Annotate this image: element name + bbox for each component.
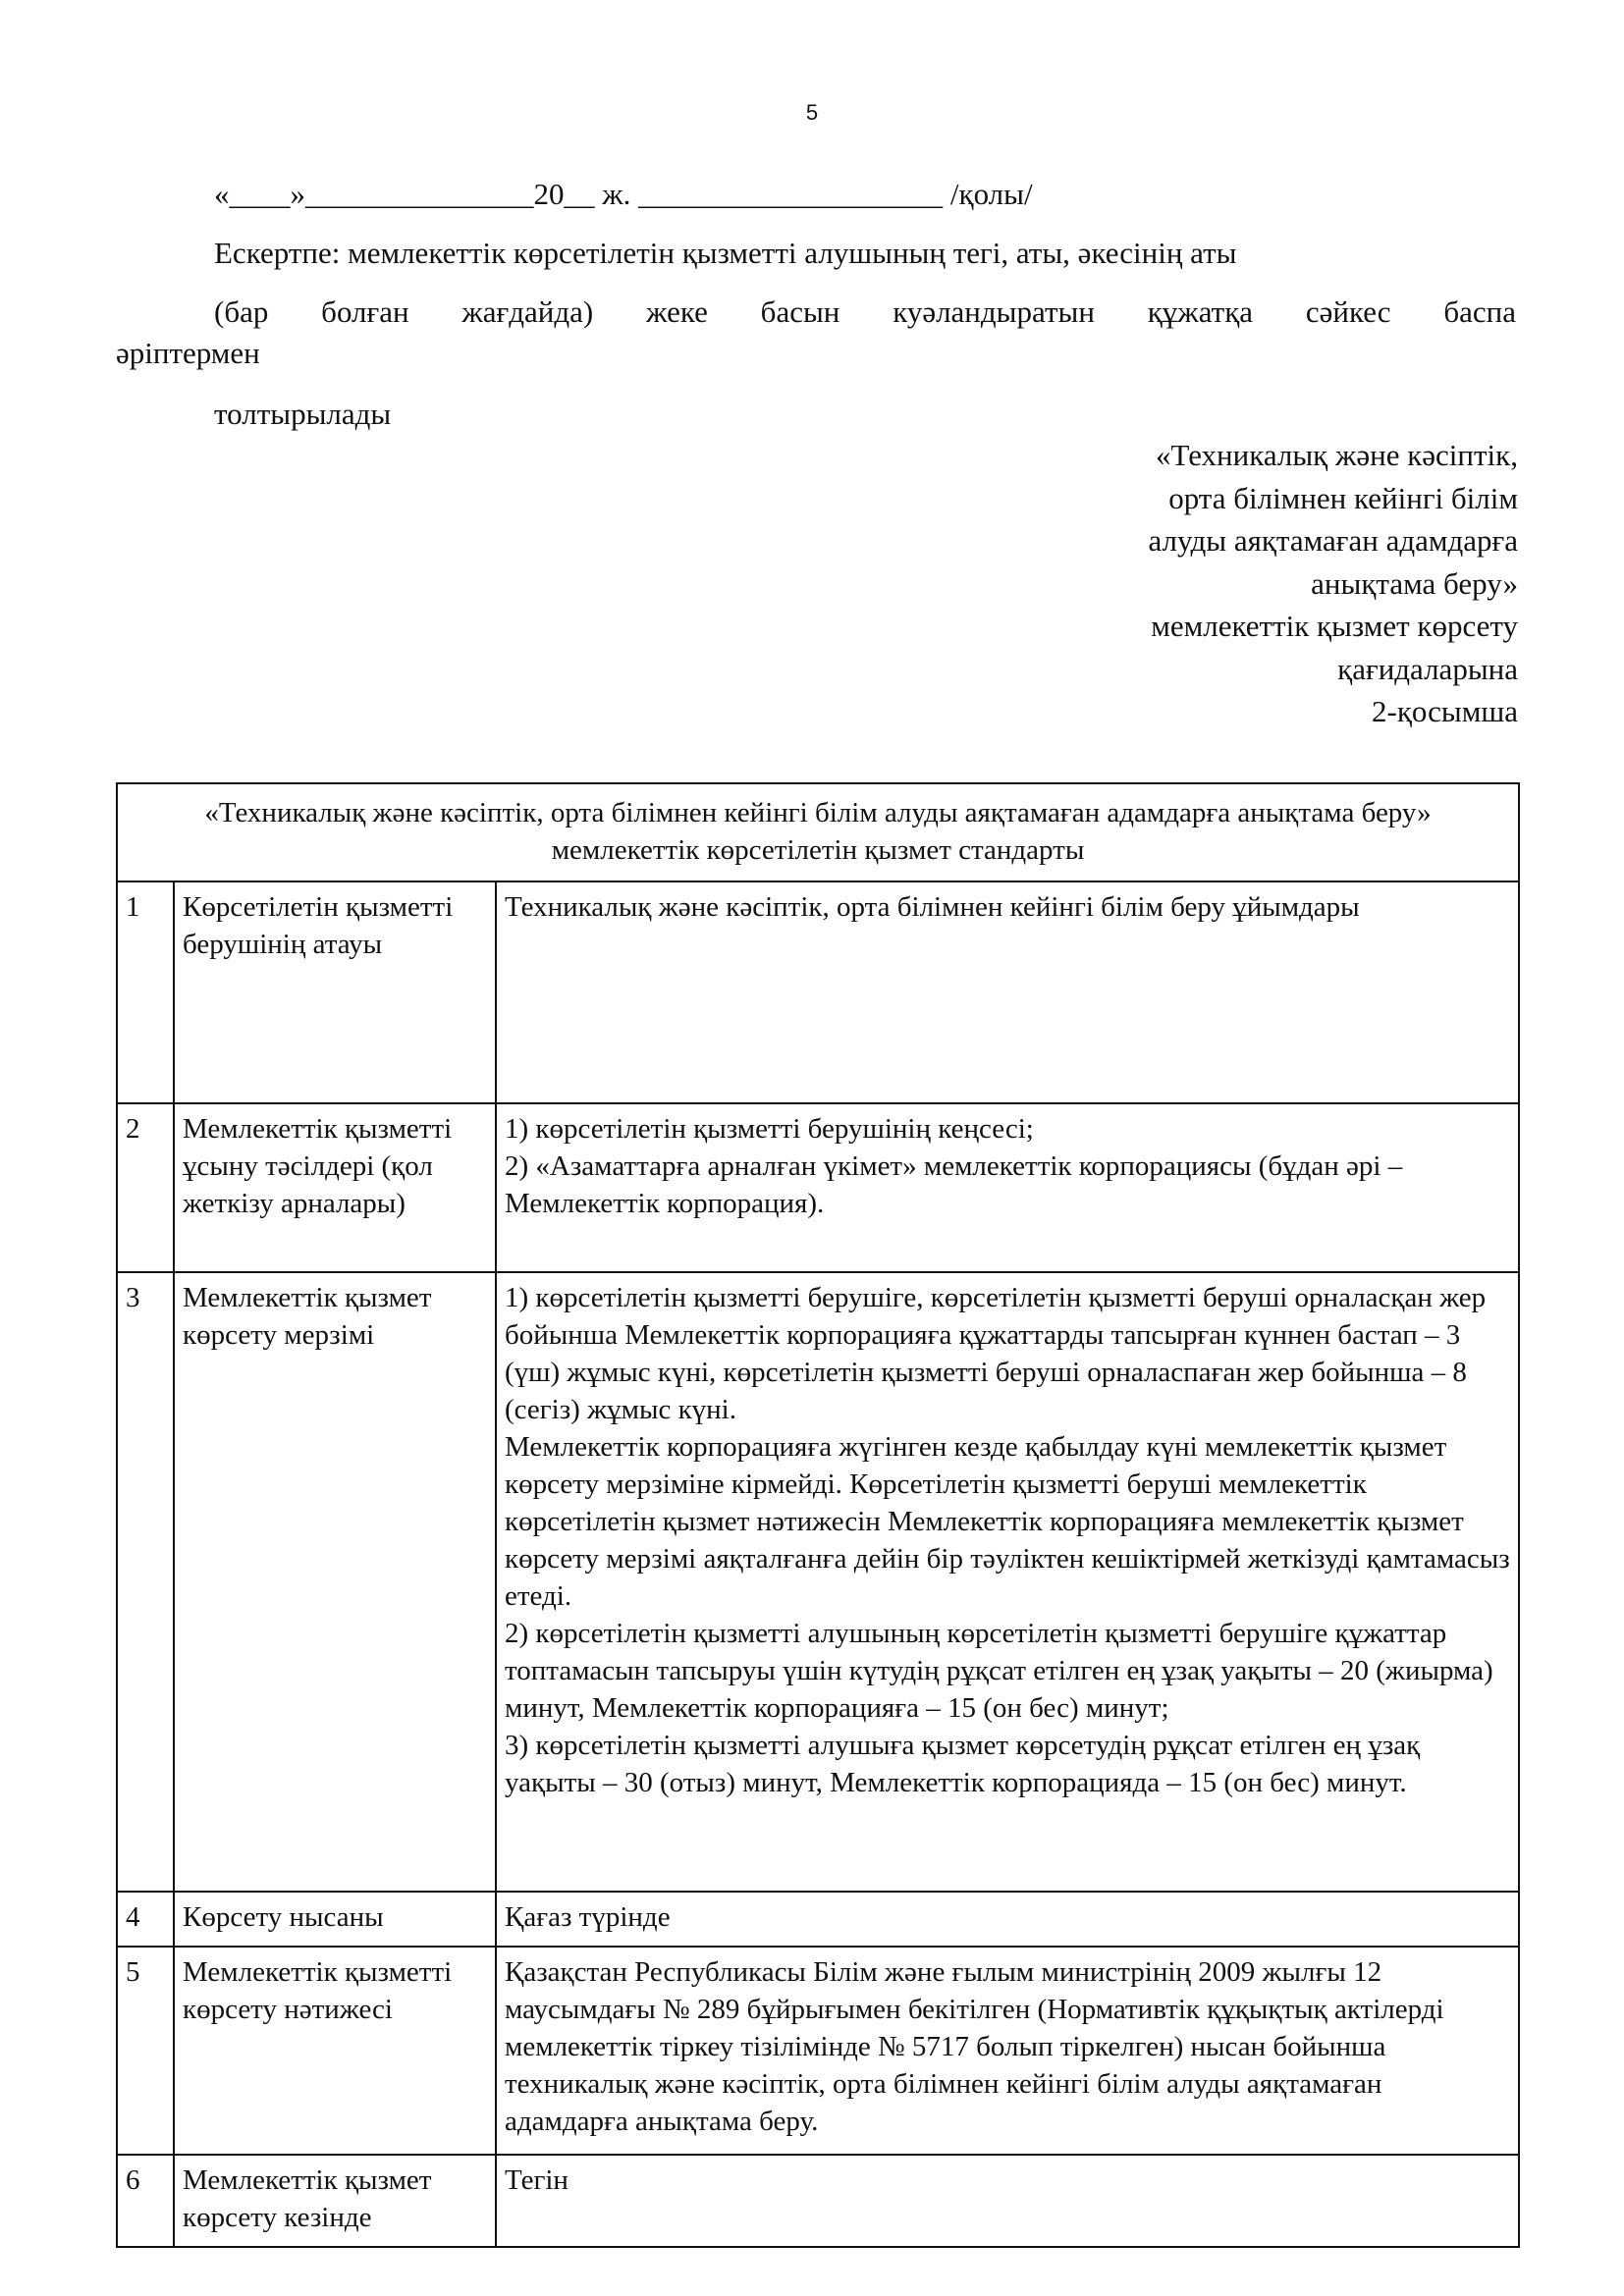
row-label: Мемлекеттік қызметті ұсыну тәсілдері (қол жеткізу арналары) — [174, 1103, 496, 1272]
row-label: Көрсету нысаны — [174, 1892, 496, 1947]
table-row — [117, 1947, 1519, 2155]
row-label: Көрсетілетін қызметті берушінің атауы — [174, 881, 496, 1103]
page-number: 5 — [805, 100, 819, 125]
appendix-line: анықтама беру» — [1311, 565, 1518, 601]
table-header-row — [117, 783, 1519, 881]
table-row — [117, 881, 1519, 1103]
row-value-paragraph: 2) көрсетілетін қызметті алушының көрсетілетін қызметті берушіге құжаттар топтамасын тапсыруы үшін күтудің рұқсат етілген ең ұзақ уақыты – 20 (жиырма) минут, Мемлекеттік корпорацияға – 15 (он бес) минут; — [505, 1618, 1493, 1724]
row-value-paragraph: 3) көрсетілетін қызметті алушыға қызмет көрсетудің рұқсат етілген ең ұзақ уақыты – 30 (отыз) минут, Мемлекеттік корпорацияда – 15 (он бес) минут. — [505, 1730, 1421, 1798]
row-number: 2 — [117, 1103, 174, 1272]
appendix-line: орта білімнен кейінгі білім — [1168, 480, 1518, 515]
row-number: 5 — [117, 1947, 174, 2155]
note-line-4: толтырылады — [214, 397, 392, 431]
note-line-2: (бар болған жағдайда) жеке басын куәландыратын құжатқа сәйкес баспа — [214, 294, 1516, 329]
table-row — [117, 1272, 1519, 1892]
note-line-1: Ескертпе: мемлекеттік көрсетілетін қызметті алушының тегі, аты, әкесінің аты — [214, 236, 1237, 270]
row-value-paragraph: Қағаз түрінде — [505, 1901, 671, 1933]
table-row — [117, 1892, 1519, 1947]
row-value-paragraph: Техникалық және кәсіптік, орта білімнен кейінгі білім беру ұйымдары — [505, 891, 1360, 923]
row-number: 6 — [117, 2155, 174, 2247]
row-value-paragraph: Мемлекеттік корпорацияға жүгінген кезде қабылдау күні мемлекеттік қызмет көрсету мерзіміне кірмейді. Көрсетілетін қызметті беруші мемлекеттік көрсетілетін қызмет нәтижесін Мемлекеттік корпорацияға мемлекеттік қызмет көрсету мерзімі аяқталғанға дейін бір тәуліктен кешіктірмей жеткізуді қамтамасыз етеді. — [505, 1431, 1510, 1612]
signature-line: «____»_______________20__ ж. ____________________ /қолы/ — [214, 177, 1033, 211]
appendix-line: 2-қосымша — [1372, 694, 1518, 728]
table-row — [117, 2155, 1519, 2247]
table-row — [117, 1103, 1519, 1272]
row-value — [496, 1892, 1519, 1947]
service-standard-table — [116, 782, 1520, 2248]
appendix-line: «Техникалық және кәсіптік, — [1155, 438, 1518, 472]
row-value — [496, 1272, 1519, 1892]
row-value — [496, 881, 1519, 1103]
row-value — [496, 2155, 1519, 2247]
table-title: «Техникалық және кәсіптік, орта білімнен кейінгі білім алуды аяқтамаған адамдарға анықтама беру» мемлекеттік көрсетілетін қызмет стандарты — [117, 783, 1519, 881]
row-value-paragraph: 2) «Азаматтарға арналған үкімет» мемлекеттік корпорациясы (бұдан әрі – Мемлекеттік корпорация). — [505, 1150, 1403, 1219]
row-value-paragraph: Тегін — [505, 2164, 568, 2196]
appendix-line: мемлекеттік қызмет көрсету — [1151, 609, 1518, 643]
row-label: Мемлекеттік қызмет көрсету кезінде — [174, 2155, 496, 2247]
appendix-reference — [968, 434, 1518, 733]
row-number: 4 — [117, 1892, 174, 1947]
row-value — [496, 1103, 1519, 1272]
row-label: Мемлекеттік қызметті көрсету нәтижесі — [174, 1947, 496, 2155]
row-value — [496, 1947, 1519, 2155]
row-label: Мемлекеттік қызмет көрсету мерзімі — [174, 1272, 496, 1892]
row-value-paragraph: 1) көрсетілетін қызметті берушінің кеңсесі; — [505, 1113, 1034, 1145]
row-value-paragraph: Қазақстан Республикасы Білім және ғылым министрінің 2009 жылғы 12 маусымдағы № 289 бұйрығымен бекітілген (Нормативтік құқықтық актілерді мемлекеттік тіркеу тізілімінде № 5717 болып тіркелген) нысан бойынша техникалық және кәсіптік, орта білімнен кейінгі білім алуды аяқтамаған адамдарға анықтама беру. — [505, 1956, 1444, 2137]
row-number: 3 — [117, 1272, 174, 1892]
appendix-line: алуды аяқтамаған адамдарға — [1148, 523, 1518, 558]
appendix-line: қағидаларына — [1337, 651, 1518, 686]
note-line-3: әріптермен — [116, 336, 260, 370]
row-number: 1 — [117, 881, 174, 1103]
row-value-paragraph: 1) көрсетілетін қызметті берушіге, көрсетілетін қызметті беруші орналасқан жер бойынша Мемлекеттік корпорацияға құжаттарды тапсырған күннен бастап – 3 (үш) жұмыс күні, көрсетілетін қызметті беруші орналаспаған жер бойынша – 8 (сегіз) жұмыс күні. — [505, 1282, 1487, 1425]
